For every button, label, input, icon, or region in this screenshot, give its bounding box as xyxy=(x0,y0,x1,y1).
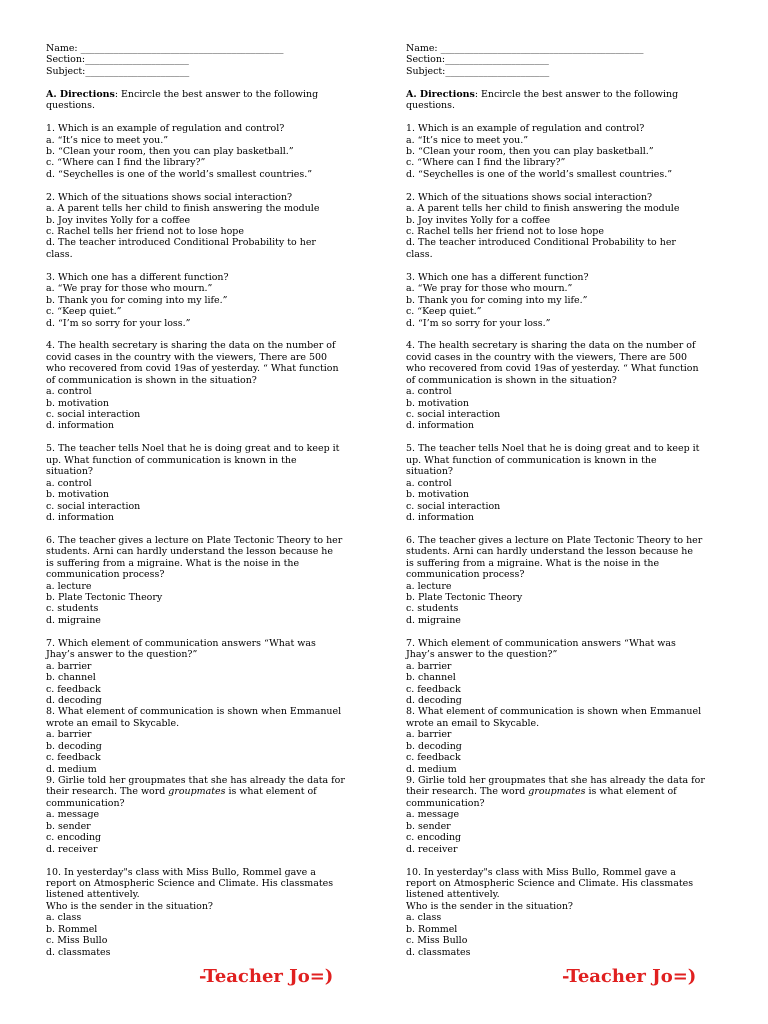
option-b: b. Rommel xyxy=(406,923,458,935)
option-b: b. channel xyxy=(46,672,96,684)
teacher-signature: -Teacher Jo=) xyxy=(562,966,697,987)
option-b: b. “Clean your room, then you can play basketball.” xyxy=(46,145,294,157)
question-text: who recovered from covid 19as of yesterday. “ What function xyxy=(46,363,339,375)
question-text: 2. Which of the situations shows social interaction? xyxy=(406,191,653,203)
directions-text-2: questions. xyxy=(46,100,95,112)
question-text xyxy=(406,786,722,797)
section-field: Section:______________________ xyxy=(46,54,189,66)
option-d: d. decoding xyxy=(406,694,462,706)
option-c: c. social interaction xyxy=(406,500,501,512)
option-c: c. “Keep quiet.” xyxy=(406,306,482,318)
question-text: students. Arni can hardly understand the lesson because he xyxy=(46,546,333,558)
question-text: report on Atmospheric Science and Climate. His classmates xyxy=(46,877,334,889)
question-text: 1. Which is an example of regulation and control? xyxy=(406,123,645,135)
name-field: Name: ___________________________________________ xyxy=(46,43,284,54)
question-1 xyxy=(406,123,722,192)
option-d: d. “I’m so sorry for your loss.” xyxy=(406,317,551,329)
question-10 xyxy=(46,867,362,959)
question-text: 9. Girlie told her groupmates that she has already the data for xyxy=(406,775,705,786)
question-text: communication process? xyxy=(46,569,165,581)
question-text: situation? xyxy=(46,466,93,478)
question-text: covid cases in the country with the viewers, There are 500 xyxy=(406,351,688,363)
directions xyxy=(406,89,722,100)
option-a: a. class xyxy=(46,912,82,924)
question-text: is suffering from a migraine. What is the noise in the xyxy=(406,557,660,569)
name-field: Name: ___________________________________________ xyxy=(406,43,644,54)
option-b: b. Rommel xyxy=(46,923,98,935)
question-text: Who is the sender in the situation? xyxy=(406,900,573,912)
question-text: 1. Which is an example of regulation and control? xyxy=(46,123,285,135)
option-d: d. information xyxy=(406,420,474,432)
option-b: b. sender xyxy=(406,820,451,832)
worksheet-right xyxy=(406,43,722,958)
question-text-part: is what element of xyxy=(225,786,317,798)
question-text: communication? xyxy=(406,797,485,809)
option-d: d. decoding xyxy=(46,694,102,706)
question-text: 2. Which of the situations shows social interaction? xyxy=(46,191,293,203)
option-c: c. feedback xyxy=(406,752,461,764)
option-a: a. control xyxy=(46,386,92,398)
italic-term: groupmates xyxy=(168,786,226,798)
question-9 xyxy=(406,775,722,867)
question-6 xyxy=(46,535,362,638)
question-text: 5. The teacher tells Noel that he is doing great and to keep it xyxy=(406,443,700,455)
option-b: b. motivation xyxy=(406,489,470,501)
option-b: b. Thank you for coming into my life.” xyxy=(406,294,588,306)
worksheet-left xyxy=(46,43,362,958)
question-text: 8. What element of communication is shown when Emmanuel xyxy=(406,706,702,718)
option-d: d. medium xyxy=(406,763,457,775)
question-text: 4. The health secretary is sharing the data on the number of xyxy=(406,340,696,352)
section-field: Section:______________________ xyxy=(406,54,549,66)
option-a: a. message xyxy=(46,809,100,821)
question-text-part: their research. The word xyxy=(46,786,169,798)
option-a: a. lecture xyxy=(406,580,452,592)
question-3 xyxy=(46,272,362,341)
option-c: c. feedback xyxy=(46,683,101,695)
directions-text: : Encircle the best answer to the following xyxy=(474,88,679,100)
option-d: d. information xyxy=(46,420,114,432)
directions-text: : Encircle the best answer to the following xyxy=(114,88,319,100)
option-d: d. classmates xyxy=(46,946,111,958)
question-text: 9. Girlie told her groupmates that she has already the data for xyxy=(46,775,345,786)
question-text: 3. Which one has a different function? xyxy=(406,271,589,283)
option-a: a. barrier xyxy=(46,729,92,741)
option-d: d. migraine xyxy=(46,614,101,626)
option-a: a. control xyxy=(406,477,452,489)
option-c: c. “Where can I find the library?” xyxy=(406,157,566,169)
option-d: d. receiver xyxy=(406,843,458,855)
question-text-part: their research. The word xyxy=(406,786,529,798)
option-a: a. message xyxy=(406,809,460,821)
question-4 xyxy=(406,340,722,443)
question-text: 4. The health secretary is sharing the data on the number of xyxy=(46,340,336,352)
option-d-cont: class. xyxy=(46,248,73,260)
question-2 xyxy=(46,192,362,272)
option-c: c. social interaction xyxy=(46,409,141,420)
option-d: d. “I’m so sorry for your loss.” xyxy=(46,317,191,329)
question-text: 10. In yesterday"s class with Miss Bullo, Rommel gave a xyxy=(406,866,676,878)
question-text: is suffering from a migraine. What is the noise in the xyxy=(46,557,300,569)
question-text: 6. The teacher gives a lecture on Plate Tectonic Theory to her xyxy=(46,534,343,546)
option-d: d. classmates xyxy=(406,946,471,958)
directions-label: A. Directions xyxy=(406,88,475,100)
option-c: c. students xyxy=(46,603,99,615)
question-10 xyxy=(406,867,722,959)
question-text: 3. Which one has a different function? xyxy=(46,271,229,283)
option-d: d. “Seychelles is one of the world’s smallest countries.” xyxy=(406,168,673,180)
option-c: c. encoding xyxy=(46,832,102,844)
option-a: a. lecture xyxy=(46,580,92,592)
question-text: 8. What element of communication is shown when Emmanuel xyxy=(46,706,342,718)
option-a: a. A parent tells her child to finish answering the module xyxy=(406,203,680,215)
directions-text-2: questions. xyxy=(406,100,455,112)
option-a: a. class xyxy=(406,912,442,924)
question-2 xyxy=(406,192,722,272)
option-c: c. “Keep quiet.” xyxy=(46,306,122,318)
question-3 xyxy=(406,272,722,341)
question-text: Who is the sender in the situation? xyxy=(46,900,213,912)
question-text: students. Arni can hardly understand the lesson because he xyxy=(406,546,693,558)
option-c: c. Rachel tells her friend not to lose hope xyxy=(46,226,244,237)
question-text xyxy=(46,786,362,797)
option-a: a. barrier xyxy=(406,660,452,672)
question-text: Jhay’s answer to the question?” xyxy=(406,649,558,661)
option-b: b. decoding xyxy=(46,740,102,752)
option-b: b. decoding xyxy=(406,740,462,752)
option-b: b. Joy invites Yolly for a coffee xyxy=(46,214,191,226)
question-text: 5. The teacher tells Noel that he is doing great and to keep it xyxy=(46,443,340,455)
subject-field: Subject:______________________ xyxy=(406,65,550,77)
question-text: wrote an email to Skycable. xyxy=(46,717,180,729)
option-c: c. feedback xyxy=(406,683,461,695)
question-text: Jhay’s answer to the question?” xyxy=(46,649,198,661)
option-b: b. Plate Tectonic Theory xyxy=(406,592,523,603)
option-d: d. information xyxy=(406,511,474,523)
option-a: a. control xyxy=(406,386,452,398)
option-d: d. receiver xyxy=(46,843,98,855)
option-a: a. control xyxy=(46,477,92,489)
option-b: b. “Clean your room, then you can play basketball.” xyxy=(406,145,654,157)
subject-field: Subject:______________________ xyxy=(46,65,190,77)
option-b: b. channel xyxy=(406,672,456,684)
question-text: up. What function of communication is known in the xyxy=(406,454,657,466)
option-b: b. motivation xyxy=(46,489,110,501)
question-5 xyxy=(406,443,722,535)
question-text: wrote an email to Skycable. xyxy=(406,717,540,729)
option-a: a. “It’s nice to meet you.” xyxy=(46,134,169,146)
question-8 xyxy=(406,706,722,775)
question-text: 7. Which element of communication answers “What was xyxy=(406,637,676,649)
italic-term: groupmates xyxy=(528,786,586,798)
directions-label: A. Directions xyxy=(46,88,115,100)
option-d: d. medium xyxy=(46,763,97,775)
question-text: who recovered from covid 19as of yesterday. “ What function xyxy=(406,363,699,375)
option-d: d. information xyxy=(46,511,114,523)
option-c: c. feedback xyxy=(46,752,101,764)
question-text: 10. In yesterday"s class with Miss Bullo, Rommel gave a xyxy=(46,866,316,878)
option-c: c. “Where can I find the library?” xyxy=(46,157,206,169)
option-b: b. Plate Tectonic Theory xyxy=(46,592,163,603)
option-d: d. The teacher introduced Conditional Probability to her xyxy=(406,237,676,249)
option-c: c. Rachel tells her friend not to lose hope xyxy=(406,226,604,237)
option-b: b. Thank you for coming into my life.” xyxy=(46,294,228,306)
question-1 xyxy=(46,123,362,192)
option-b: b. motivation xyxy=(46,397,110,409)
option-c: c. encoding xyxy=(406,832,462,844)
option-c: c. Miss Bullo xyxy=(46,935,108,947)
question-text: report on Atmospheric Science and Climate. His classmates xyxy=(406,877,694,889)
question-text: 7. Which element of communication answers “What was xyxy=(46,637,316,649)
option-b: b. Joy invites Yolly for a coffee xyxy=(406,214,551,226)
question-text: up. What function of communication is known in the xyxy=(46,454,297,466)
option-a: a. A parent tells her child to finish answering the module xyxy=(46,203,320,215)
question-4 xyxy=(46,340,362,443)
question-text: communication process? xyxy=(406,569,525,581)
question-7 xyxy=(406,638,722,707)
question-8 xyxy=(46,706,362,775)
question-text-part: is what element of xyxy=(585,786,677,798)
option-b: b. sender xyxy=(46,820,91,832)
question-6 xyxy=(406,535,722,638)
option-a: a. barrier xyxy=(406,729,452,741)
question-text: of communication is shown in the situation? xyxy=(406,374,617,386)
question-text: covid cases in the country with the viewers, There are 500 xyxy=(46,351,328,363)
question-text: listened attentively. xyxy=(46,889,140,901)
question-text: of communication is shown in the situation? xyxy=(46,374,257,386)
question-text: 6. The teacher gives a lecture on Plate Tectonic Theory to her xyxy=(406,534,703,546)
question-9 xyxy=(46,775,362,867)
option-a: a. barrier xyxy=(46,660,92,672)
option-c: c. students xyxy=(406,603,459,615)
option-a: a. “It’s nice to meet you.” xyxy=(406,134,529,146)
option-d: d. “Seychelles is one of the world’s smallest countries.” xyxy=(46,168,313,180)
option-a: a. “We pray for those who mourn.” xyxy=(46,283,213,295)
question-text: communication? xyxy=(46,797,125,809)
option-c: c. Miss Bullo xyxy=(406,935,468,947)
question-5 xyxy=(46,443,362,535)
question-7 xyxy=(46,638,362,707)
question-text: listened attentively. xyxy=(406,889,500,901)
teacher-signature: -Teacher Jo=) xyxy=(199,966,334,987)
option-d-cont: class. xyxy=(406,248,433,260)
option-c: c. social interaction xyxy=(46,500,141,512)
option-a: a. “We pray for those who mourn.” xyxy=(406,283,573,295)
option-c: c. social interaction xyxy=(406,409,501,420)
option-d: d. The teacher introduced Conditional Probability to her xyxy=(46,237,316,249)
option-b: b. motivation xyxy=(406,397,470,409)
directions xyxy=(46,89,362,100)
option-d: d. migraine xyxy=(406,614,461,626)
question-text: situation? xyxy=(406,466,453,478)
